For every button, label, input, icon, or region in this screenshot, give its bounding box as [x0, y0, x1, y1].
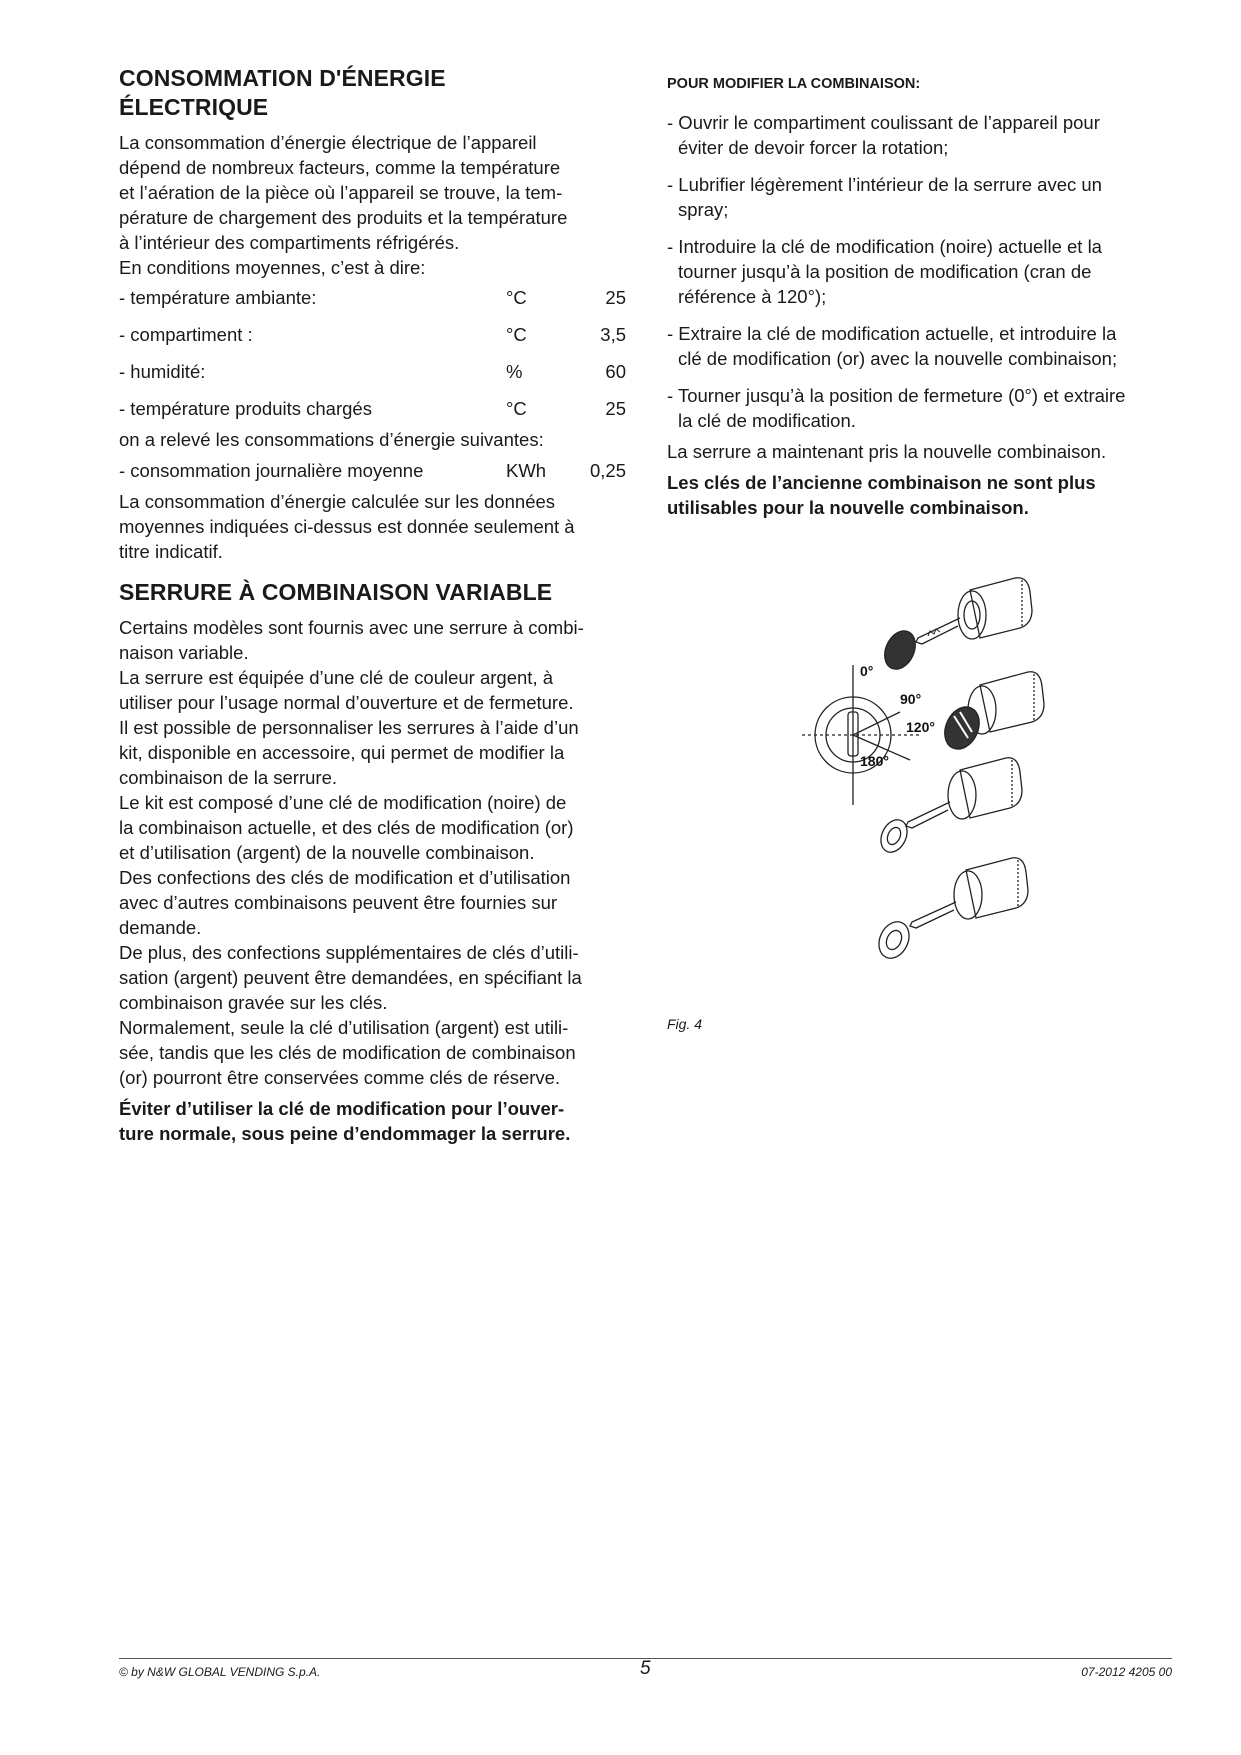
energy-note-line: moyennes indiquées ci-dessus est donnée seulement à [119, 516, 575, 537]
angle-label-0: 0° [860, 663, 874, 679]
condition-unit: °C [506, 398, 527, 419]
lock-body-line: sation (argent) peuvent être demandées, en spécifiant la [119, 967, 582, 988]
consumption-unit: KWh [506, 460, 547, 481]
energy-intro-line: à l’intérieur des compartiments réfrigérés. [119, 232, 460, 253]
lock-cylinder-4 [954, 858, 1028, 919]
energy-section-title [119, 64, 639, 122]
lock-body-line: combinaison gravée sur les clés. [119, 992, 388, 1013]
energy-title-line1: CONSOMMATION D'ÉNERGIE [119, 65, 446, 91]
right-column [667, 64, 1172, 520]
energy-intro-line: dépend de nombreux facteurs, comme la température [119, 157, 561, 178]
lock-body-line: kit, disponible en accessoire, qui permet de modifier la [119, 742, 565, 763]
condition-row [119, 285, 639, 310]
step-line: - Ouvrir le compartiment coulissant de l’appareil pour [667, 112, 1100, 133]
key-1 [879, 618, 960, 674]
energy-intro-line: pérature de chargement des produits et la température [119, 207, 568, 228]
step-line: - Introduire la clé de modification (noire) actuelle et la [667, 236, 1102, 257]
angle-label-90: 90° [900, 691, 922, 707]
condition-unit: °C [506, 287, 527, 308]
procedure-result: La serrure a maintenant pris la nouvelle combinaison. [667, 441, 1107, 462]
condition-label: - humidité: [119, 361, 206, 382]
lock-body-line: Des confections des clés de modification et d’utilisation [119, 867, 571, 888]
procedure-step [667, 110, 1172, 160]
energy-intro-line: La consommation d’énergie électrique de l’appareil [119, 132, 537, 153]
lock-body-line: naison variable. [119, 642, 249, 663]
condition-value: 25 [605, 287, 626, 308]
procedure-step [667, 321, 1172, 371]
figure-caption: Fig. 4 [667, 1016, 703, 1032]
footer-copyright: © by N&W GLOBAL VENDING S.p.A. [119, 1665, 321, 1679]
lock-body-line: Il est possible de personnaliser les serrures à l’aide d’un [119, 717, 579, 738]
lock-cylinder-1 [958, 578, 1032, 639]
lock-warning [119, 1096, 639, 1146]
step-line: la clé de modification. [678, 410, 856, 431]
lock-body [119, 615, 639, 1090]
consumption-value: 0,25 [589, 460, 626, 481]
lock-body-line: avec d’autres combinaisons peuvent être fournies sur [119, 892, 558, 913]
key-4 [873, 902, 956, 963]
procedure-step [667, 383, 1172, 433]
step-line: tourner jusqu’à la position de modification (cran de [678, 261, 1092, 282]
condition-label: - température ambiante: [119, 287, 317, 308]
procedure-step [667, 234, 1172, 309]
condition-unit: °C [506, 324, 527, 345]
lock-body-line: sée, tandis que les clés de modification de combinaison [119, 1042, 576, 1063]
lock-body-line: la combinaison actuelle, et des clés de modification (or) [119, 817, 574, 838]
lock-key-diagram [800, 570, 1060, 1010]
step-line: clé de modification (or) avec la nouvelle combinaison; [678, 348, 1118, 369]
lock-warning-line: Éviter d’utiliser la clé de modification pour l’ouver- [119, 1098, 565, 1119]
footer-doc-code: 07-2012 4205 00 [1081, 1665, 1172, 1679]
step-line: référence à 120°); [678, 286, 827, 307]
condition-unit: % [506, 361, 523, 382]
key-2-head [938, 701, 986, 754]
step-line: - Tourner jusqu’à la position de fermeture (0°) et extraire [667, 385, 1126, 406]
step-line: - Lubrifier légèrement l’intérieur de la serrure avec un [667, 174, 1102, 195]
left-column [119, 64, 639, 1146]
condition-value: 25 [605, 398, 626, 419]
energy-intro-line: et l’aération de la pièce où l’appareil se trouve, la tem- [119, 182, 563, 203]
procedure-warning-line: Les clés de l’ancienne combinaison ne sont plus [667, 472, 1096, 493]
energy-note-line: titre indicatif. [119, 541, 223, 562]
conditions-table [119, 285, 639, 421]
energy-intro [119, 130, 639, 280]
lock-body-line: utiliser pour l’usage normal d’ouverture et de fermeture. [119, 692, 574, 713]
lock-warning-line: ture normale, sous peine d’endommager la serrure. [119, 1123, 571, 1144]
condition-label: - compartiment : [119, 324, 253, 345]
step-line: éviter de devoir forcer la rotation; [678, 137, 949, 158]
lock-section-title: SERRURE À COMBINAISON VARIABLE [119, 579, 553, 605]
condition-row [119, 396, 639, 421]
step-line: spray; [678, 199, 729, 220]
angle-dial [800, 665, 920, 805]
lock-body-line: De plus, des confections supplémentaires de clés d’utili- [119, 942, 579, 963]
consumption-label: - consommation journalière moyenne [119, 460, 424, 481]
lock-body-line: demande. [119, 917, 202, 938]
energy-note [119, 489, 639, 564]
lock-body-line: (or) pourront être conservées comme clés de réserve. [119, 1067, 561, 1088]
step-line: - Extraire la clé de modification actuelle, et introduire la [667, 323, 1117, 344]
lock-body-line: et d’utilisation (argent) de la nouvelle combinaison. [119, 842, 535, 863]
key-3 [876, 802, 950, 856]
measured-intro: on a relevé les consommations d’énergie suivantes: [119, 429, 544, 450]
lock-body-line: Le kit est composé d’une clé de modification (noire) de [119, 792, 567, 813]
energy-title-line2: ÉLECTRIQUE [119, 94, 269, 120]
condition-label: - température produits chargés [119, 398, 372, 419]
consumption-row [119, 458, 639, 483]
lock-body-line: La serrure est équipée d’une clé de couleur argent, à [119, 667, 554, 688]
lock-cylinder-3 [948, 758, 1022, 819]
lock-body-line: Normalement, seule la clé d’utilisation (argent) est utili- [119, 1017, 569, 1038]
lock-body-line: Certains modèles sont fournis avec une serrure à combi- [119, 617, 584, 638]
energy-note-line: La consommation d’énergie calculée sur les données [119, 491, 556, 512]
procedure-step [667, 172, 1172, 222]
energy-intro-line: En conditions moyennes, c’est à dire: [119, 257, 426, 278]
page-number: 5 [640, 1658, 651, 1679]
angle-label-180: 180° [860, 753, 889, 769]
condition-row [119, 322, 639, 347]
lock-body-line: combinaison de la serrure. [119, 767, 337, 788]
procedure-warning-line: utilisables pour la nouvelle combinaison. [667, 497, 1029, 518]
angle-label-120: 120° [906, 719, 935, 735]
procedure-subhead: POUR MODIFIER LA COMBINAISON: [667, 76, 921, 92]
condition-value: 3,5 [600, 324, 626, 345]
condition-row [119, 359, 639, 384]
condition-value: 60 [605, 361, 626, 382]
